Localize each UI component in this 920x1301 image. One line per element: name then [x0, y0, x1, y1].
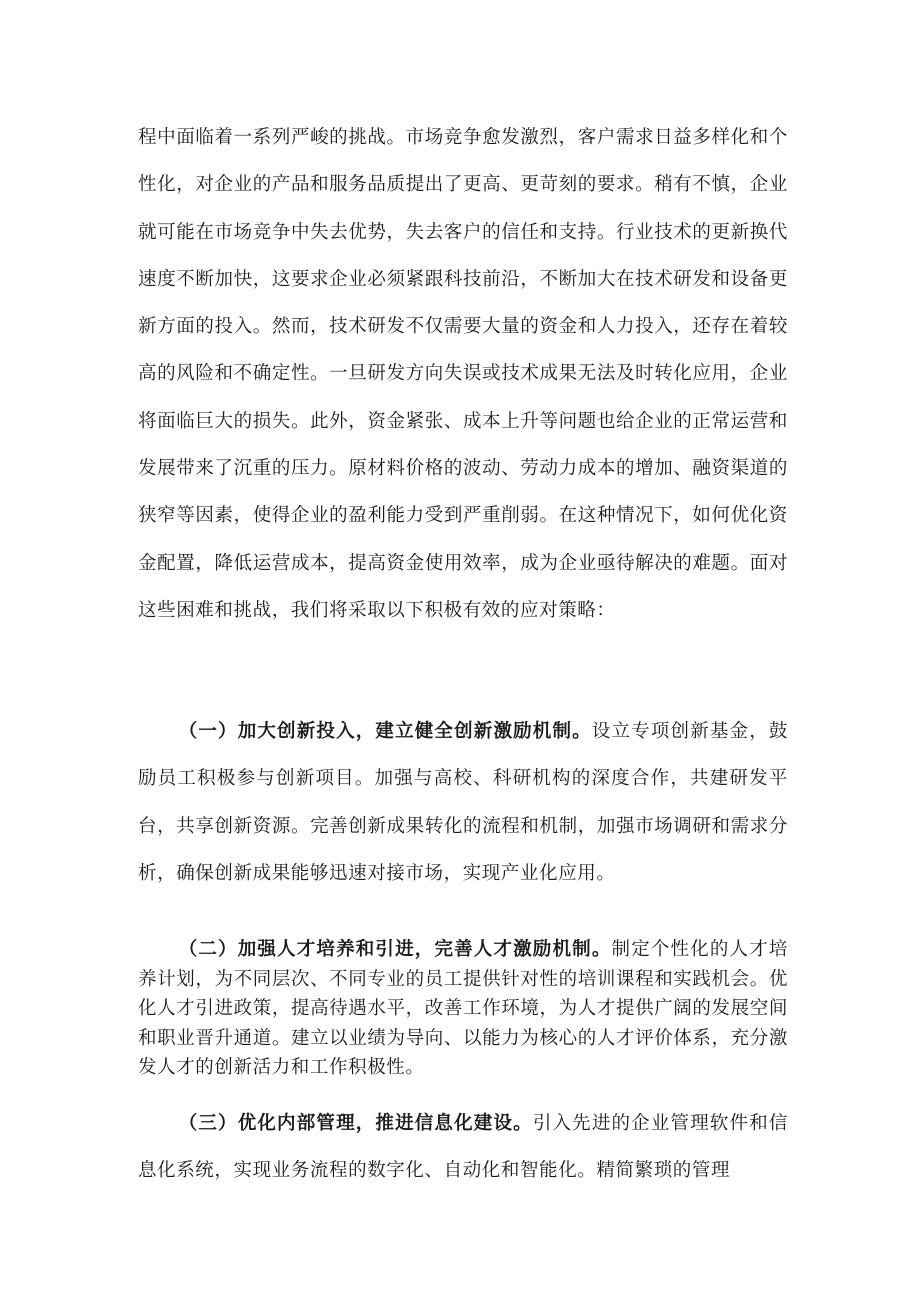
paragraph-body: 设立专项创新基金，鼓励员工积极参与创新项目。加强与高校、科研机构的深度合作，共建研发平台，共享创新资源。完善创新成果转化的流程和机制，加强市场调研和需求分析，确保创新成果能够迅速对接市场，实现产业化应用。 [138, 721, 788, 884]
paragraph-lead: （二）加强人才培养和引进，完善人才激励机制。 [178, 939, 612, 960]
paragraph-lead: （三）优化内部管理，推进信息化建设。 [178, 1113, 533, 1134]
paragraph-body: 引入先进的企业管理软件和信息化系统，实现业务流程的数字化、自动化和智能化。精简繁琐的管理 [138, 1113, 788, 1182]
paragraph-strategy-talent [138, 935, 788, 1083]
paragraph-strategy-innovation [138, 708, 788, 897]
paragraph-challenges [138, 114, 788, 634]
paragraph-lead: （一）加大创新投入，建立健全创新激励机制。 [178, 721, 592, 742]
paragraph-strategy-management [138, 1100, 788, 1195]
paragraph-body: 程中面临着一系列严峻的挑战。市场竞争愈发激烈，客户需求日益多样化和个性化，对企业的产品和服务品质提出了更高、更苛刻的要求。稍有不慎，企业就可能在市场竞争中失去优势，失去客户的信任和支持。行业技术的更新换代速度不断加快，这要求企业必须紧跟科技前沿，不断加大在技术研发和设备更新方面的投入。然而，技术研发不仅需要大量的资金和人力投入，还存在着较高的风险和不确定性。一旦研发方向失误或技术成果无法及时转化应用，企业将面临巨大的损失。此外，资金紧张、成本上升等问题也给企业的正常运营和发展带来了沉重的压力。原材料价格的波动、劳动力成本的增加、融资渠道的狭窄等因素，使得企业的盈利能力受到严重削弱。在这种情况下，如何优化资金配置，降低运营成本，提高资金使用效率，成为企业亟待解决的难题。面对这些困难和挑战，我们将采取以下积极有效的应对策略： [138, 127, 788, 621]
paragraph-body: 制定个性化的人才培养计划，为不同层次、不同专业的员工提供针对性的培训课程和实践机会。优化人才引进政策，提高待遇水平，改善工作环境，为人才提供广阔的发展空间和职业晋升通道。建立以业绩为导向、以能力为核心的人才评价体系，充分激发人才的创新活力和工作积极性。 [138, 939, 789, 1078]
